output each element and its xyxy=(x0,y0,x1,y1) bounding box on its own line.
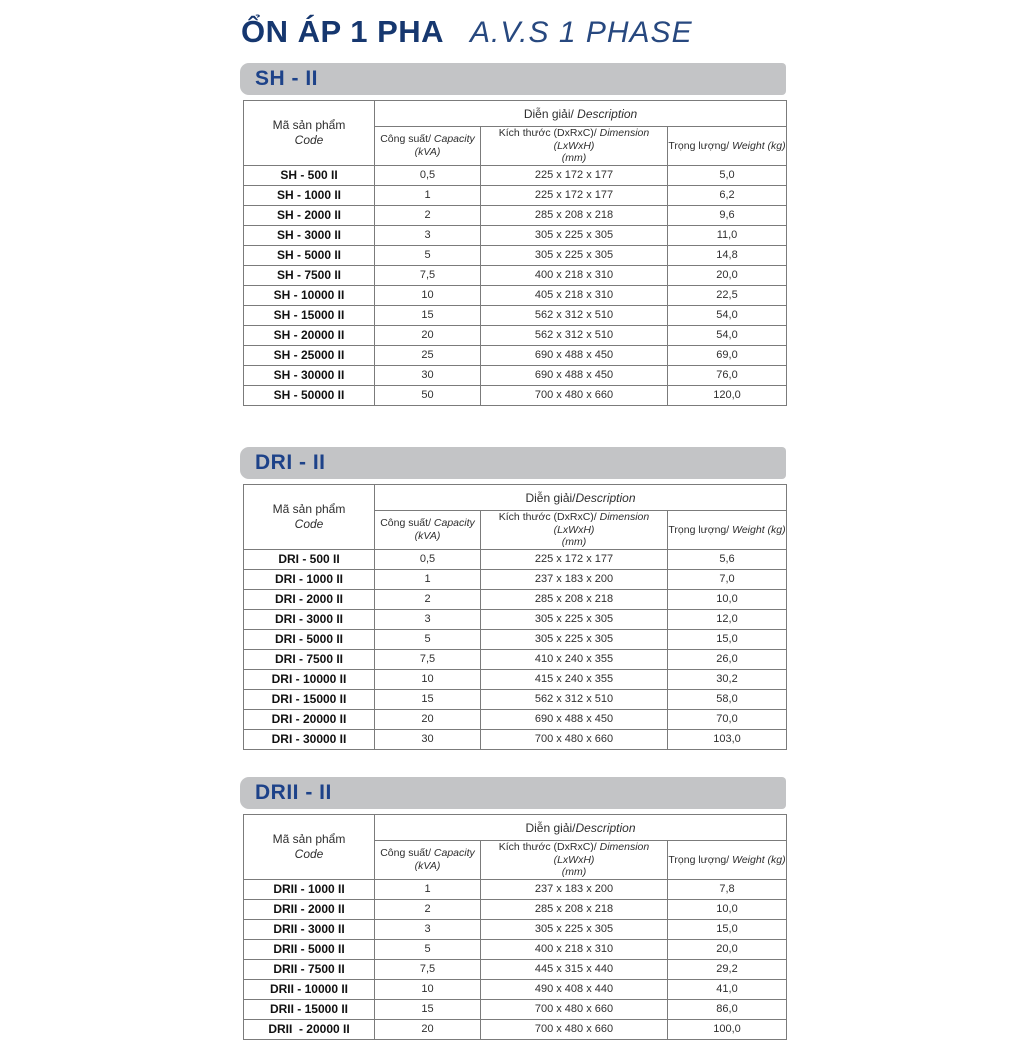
capacity-cell: 0,5 xyxy=(375,165,481,185)
weight-cell: 120,0 xyxy=(668,385,787,405)
capacity-cell: 2 xyxy=(375,205,481,225)
spec-table-dri xyxy=(243,484,787,750)
capacity-cell: 30 xyxy=(375,365,481,385)
table-row xyxy=(244,689,787,709)
weight-cell: 5,6 xyxy=(668,549,787,569)
column-header-weight: Trọng lượng/ Weight (kg) xyxy=(668,841,787,880)
dimension-cell: 415 x 240 x 355 xyxy=(481,669,668,689)
section-title: SH - II xyxy=(255,67,319,90)
code-cell: SH - 3000 II xyxy=(244,225,375,245)
table-row xyxy=(244,709,787,729)
table-row xyxy=(244,669,787,689)
table-row xyxy=(244,959,787,979)
capacity-cell: 10 xyxy=(375,669,481,689)
weight-cell: 5,0 xyxy=(668,165,787,185)
table-row xyxy=(244,385,787,405)
code-cell: DRI - 10000 II xyxy=(244,669,375,689)
weight-cell: 12,0 xyxy=(668,609,787,629)
code-cell: DRI - 3000 II xyxy=(244,609,375,629)
table-row xyxy=(244,979,787,999)
column-header-capacity: Công suất/ Capacity (kVA) xyxy=(375,511,481,550)
dimension-cell: 305 x 225 x 305 xyxy=(481,629,668,649)
weight-cell: 29,2 xyxy=(668,959,787,979)
weight-cell: 6,2 xyxy=(668,185,787,205)
weight-cell: 76,0 xyxy=(668,365,787,385)
section-dri-ii xyxy=(240,447,787,747)
code-cell: DRII - 1000 II xyxy=(244,879,375,899)
weight-cell: 15,0 xyxy=(668,629,787,649)
table-row xyxy=(244,549,787,569)
dimension-cell: 690 x 488 x 450 xyxy=(481,709,668,729)
weight-cell: 22,5 xyxy=(668,285,787,305)
dimension-cell: 445 x 315 x 440 xyxy=(481,959,668,979)
code-cell: SH - 25000 II xyxy=(244,345,375,365)
table-row xyxy=(244,225,787,245)
capacity-cell: 20 xyxy=(375,709,481,729)
code-cell: SH - 30000 II xyxy=(244,365,375,385)
capacity-cell: 5 xyxy=(375,629,481,649)
column-header-capacity: Công suất/ Capacity (kVA) xyxy=(375,127,481,166)
weight-cell: 10,0 xyxy=(668,899,787,919)
code-cell: DRII - 7500 II xyxy=(244,959,375,979)
capacity-cell: 15 xyxy=(375,999,481,1019)
capacity-cell: 2 xyxy=(375,589,481,609)
weight-cell: 103,0 xyxy=(668,729,787,749)
dimension-cell: 490 x 408 x 440 xyxy=(481,979,668,999)
column-header-code: Mã sản phẩm Code xyxy=(244,485,375,550)
column-header-dimension: Kích thước (DxRxC)/ Dimension (LxWxH) (mm) xyxy=(481,841,668,880)
table-row xyxy=(244,939,787,959)
weight-cell: 69,0 xyxy=(668,345,787,365)
weight-cell: 58,0 xyxy=(668,689,787,709)
table-row xyxy=(244,589,787,609)
dimension-cell: 400 x 218 x 310 xyxy=(481,265,668,285)
code-cell: DRII - 2000 II xyxy=(244,899,375,919)
code-cell: SH - 20000 II xyxy=(244,325,375,345)
dimension-cell: 690 x 488 x 450 xyxy=(481,365,668,385)
weight-cell: 9,6 xyxy=(668,205,787,225)
section-title: DRII - II xyxy=(255,781,332,804)
capacity-cell: 5 xyxy=(375,939,481,959)
column-header-description: Diễn giải/Description xyxy=(375,815,787,841)
column-header-code xyxy=(244,101,375,166)
code-cell: DRI - 15000 II xyxy=(244,689,375,709)
dimension-cell: 285 x 208 x 218 xyxy=(481,899,668,919)
code-cell: DRII - 15000 II xyxy=(244,999,375,1019)
code-cell: SH - 2000 II xyxy=(244,205,375,225)
weight-cell: 100,0 xyxy=(668,1019,787,1039)
code-cell: DRII - 10000 II xyxy=(244,979,375,999)
capacity-cell: 25 xyxy=(375,345,481,365)
code-label-en: Code xyxy=(294,132,324,147)
dimension-cell: 700 x 480 x 660 xyxy=(481,385,668,405)
dimension-cell: 305 x 225 x 305 xyxy=(481,919,668,939)
capacity-cell: 20 xyxy=(375,325,481,345)
table-row xyxy=(244,265,787,285)
dimension-cell: 400 x 218 x 310 xyxy=(481,939,668,959)
dimension-cell: 562 x 312 x 510 xyxy=(481,305,668,325)
spec-table-sh xyxy=(243,100,787,406)
dimension-cell: 305 x 225 x 305 xyxy=(481,245,668,265)
weight-cell: 20,0 xyxy=(668,265,787,285)
column-header-description xyxy=(375,101,787,127)
column-header-weight: Trọng lượng/ Weight (kg) xyxy=(668,127,787,166)
description-label-vi: Diễn giải/ xyxy=(523,106,574,121)
table-row xyxy=(244,609,787,629)
capacity-cell: 3 xyxy=(375,225,481,245)
weight-cell: 26,0 xyxy=(668,649,787,669)
page-title-vietnamese: ỔN ÁP 1 PHA xyxy=(241,14,445,49)
page-title-english: A.V.S 1 PHASE xyxy=(470,16,693,49)
weight-cell: 15,0 xyxy=(668,919,787,939)
column-header-weight: Trọng lượng/ Weight (kg) xyxy=(668,511,787,550)
section-header-bar xyxy=(240,447,786,479)
table-row xyxy=(244,729,787,749)
code-cell: DRI - 7500 II xyxy=(244,649,375,669)
capacity-cell: 7,5 xyxy=(375,649,481,669)
capacity-cell: 1 xyxy=(375,569,481,589)
table-row xyxy=(244,629,787,649)
code-cell: SH - 500 II xyxy=(244,165,375,185)
capacity-cell: 20 xyxy=(375,1019,481,1039)
dimension-cell: 225 x 172 x 177 xyxy=(481,549,668,569)
column-header-dimension: Kích thước (DxRxC)/ Dimension (LxWxH) (mm) xyxy=(481,511,668,550)
code-cell: DRII - 5000 II xyxy=(244,939,375,959)
dimension-cell: 562 x 312 x 510 xyxy=(481,689,668,709)
code-cell: DRI - 500 II xyxy=(244,549,375,569)
code-cell: DRI - 20000 II xyxy=(244,709,375,729)
code-cell: DRI - 5000 II xyxy=(244,629,375,649)
weight-cell: 14,8 xyxy=(668,245,787,265)
column-header-code: Mã sản phẩm Code xyxy=(244,815,375,880)
capacity-cell: 10 xyxy=(375,979,481,999)
weight-cell: 30,2 xyxy=(668,669,787,689)
code-cell: SH - 1000 II xyxy=(244,185,375,205)
table-row xyxy=(244,569,787,589)
capacity-cell: 10 xyxy=(375,285,481,305)
code-cell: DRI - 30000 II xyxy=(244,729,375,749)
section-sh-ii xyxy=(240,63,787,403)
dimension-cell: 225 x 172 x 177 xyxy=(481,165,668,185)
weight-cell: 70,0 xyxy=(668,709,787,729)
weight-cell: 41,0 xyxy=(668,979,787,999)
table-row xyxy=(244,205,787,225)
table-row xyxy=(244,879,787,899)
table-row xyxy=(244,365,787,385)
code-cell: DRI - 1000 II xyxy=(244,569,375,589)
weight-cell: 54,0 xyxy=(668,305,787,325)
table-row xyxy=(244,919,787,939)
column-header-dimension: Kích thước (DxRxC)/ Dimension (LxWxH) (mm) xyxy=(481,127,668,166)
weight-cell: 20,0 xyxy=(668,939,787,959)
dimension-cell: 700 x 480 x 660 xyxy=(481,1019,668,1039)
capacity-cell: 3 xyxy=(375,919,481,939)
code-cell: SH - 50000 II xyxy=(244,385,375,405)
capacity-cell: 15 xyxy=(375,689,481,709)
table-row xyxy=(244,345,787,365)
table-row xyxy=(244,1019,787,1039)
weight-cell: 7,0 xyxy=(668,569,787,589)
dimension-cell: 700 x 480 x 660 xyxy=(481,999,668,1019)
dimension-cell: 405 x 218 x 310 xyxy=(481,285,668,305)
table-row xyxy=(244,185,787,205)
capacity-cell: 1 xyxy=(375,879,481,899)
description-label-en: Description xyxy=(573,106,638,121)
capacity-cell: 7,5 xyxy=(375,265,481,285)
dimension-cell: 690 x 488 x 450 xyxy=(481,345,668,365)
capacity-cell: 0,5 xyxy=(375,549,481,569)
weight-cell: 11,0 xyxy=(668,225,787,245)
capacity-cell: 2 xyxy=(375,899,481,919)
dimension-cell: 562 x 312 x 510 xyxy=(481,325,668,345)
section-title: DRI - II xyxy=(255,451,326,474)
capacity-cell: 5 xyxy=(375,245,481,265)
weight-cell: 7,8 xyxy=(668,879,787,899)
capacity-cell: 15 xyxy=(375,305,481,325)
section-header-bar xyxy=(240,777,786,809)
code-cell: DRII - 3000 II xyxy=(244,919,375,939)
column-header-description: Diễn giải/Description xyxy=(375,485,787,511)
dimension-cell: 237 x 183 x 200 xyxy=(481,879,668,899)
table-row xyxy=(244,305,787,325)
table-row xyxy=(244,245,787,265)
dimension-cell: 305 x 225 x 305 xyxy=(481,225,668,245)
dimension-cell: 285 x 208 x 218 xyxy=(481,205,668,225)
capacity-cell: 7,5 xyxy=(375,959,481,979)
spec-table-drii xyxy=(243,814,787,1040)
table-row xyxy=(244,999,787,1019)
code-cell: SH - 7500 II xyxy=(244,265,375,285)
code-cell: SH - 15000 II xyxy=(244,305,375,325)
section-drii-ii xyxy=(240,777,787,1037)
capacity-cell: 50 xyxy=(375,385,481,405)
code-label-vi: Mã sản phẩm xyxy=(272,117,346,132)
dimension-cell: 225 x 172 x 177 xyxy=(481,185,668,205)
column-header-capacity: Công suất/ Capacity (kVA) xyxy=(375,841,481,880)
capacity-cell: 3 xyxy=(375,609,481,629)
capacity-cell: 1 xyxy=(375,185,481,205)
dimension-cell: 410 x 240 x 355 xyxy=(481,649,668,669)
code-cell: SH - 5000 II xyxy=(244,245,375,265)
dimension-cell: 285 x 208 x 218 xyxy=(481,589,668,609)
table-row xyxy=(244,285,787,305)
code-cell: SH - 10000 II xyxy=(244,285,375,305)
code-cell: DRII - 20000 II xyxy=(244,1019,375,1039)
table-row xyxy=(244,899,787,919)
section-header-bar xyxy=(240,63,786,95)
page-title xyxy=(241,14,693,50)
table-row xyxy=(244,649,787,669)
table-row xyxy=(244,325,787,345)
weight-cell: 10,0 xyxy=(668,589,787,609)
weight-cell: 86,0 xyxy=(668,999,787,1019)
code-cell: DRI - 2000 II xyxy=(244,589,375,609)
dimension-cell: 237 x 183 x 200 xyxy=(481,569,668,589)
dimension-cell: 700 x 480 x 660 xyxy=(481,729,668,749)
weight-cell: 54,0 xyxy=(668,325,787,345)
table-row xyxy=(244,165,787,185)
dimension-cell: 305 x 225 x 305 xyxy=(481,609,668,629)
capacity-cell: 30 xyxy=(375,729,481,749)
